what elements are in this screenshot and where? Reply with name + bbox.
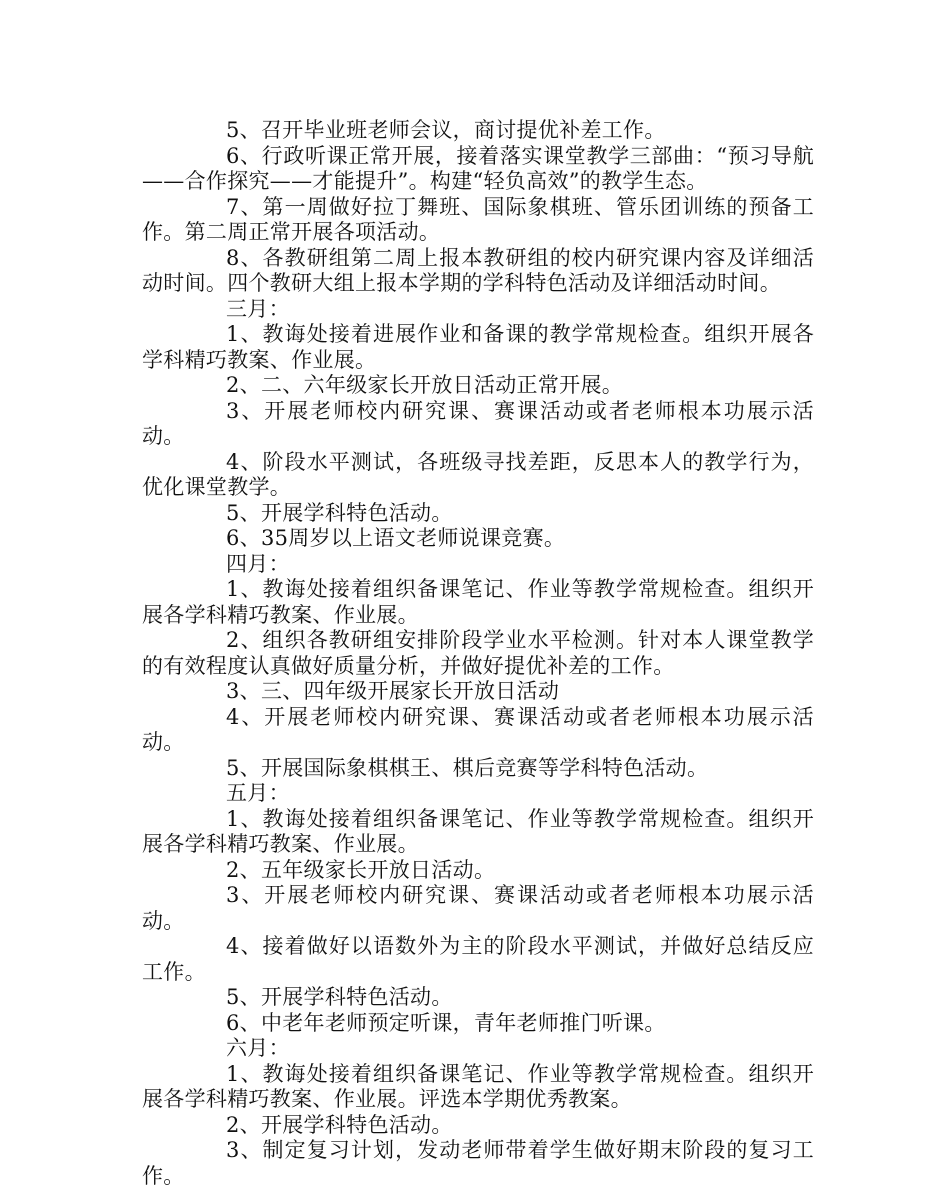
document-page: [142, 118, 814, 1189]
paragraph: 2、开展学科特色活动。: [226, 1112, 453, 1137]
paragraph: 6、35周岁以上语文老师说课竞赛。: [226, 526, 566, 550]
paragraph: 1、教诲处接着组织备课笔记、作业等教学常规检查。组织开展各学科精巧教案、作业展。: [142, 577, 814, 627]
paragraph: 1、教诲处接着组织备课笔记、作业等教学常规检查。组织开展各学科精巧教案、作业展。评选本学期优秀教案。: [142, 1061, 814, 1111]
paragraph: 2、二、六年级家长开放日活动正常开展。: [226, 373, 624, 397]
month-heading-march: 三月：: [226, 296, 290, 321]
paragraph: 7、第一周做好拉丁舞班、国际象棋班、管乐团训练的预备工作。第二周正常开展各项活动。: [142, 194, 814, 244]
paragraph: 5、开展学科特色活动。: [226, 500, 453, 525]
paragraph: 6、中老年老师预定听课，青年老师推门听课。: [226, 1010, 666, 1035]
month-heading-april: 四月：: [226, 551, 290, 576]
paragraph: 8、各教研组第二周上报本教研组的校内研究课内容及详细活动时间。四个教研大组上报本学期的学科特色活动及详细活动时间。: [142, 245, 814, 295]
paragraph: 3、开展老师校内研究课、赛课活动或者老师根本功展示活动。: [142, 398, 814, 448]
paragraph: 4、开展老师校内研究课、赛课活动或者老师根本功展示活动。: [142, 704, 814, 754]
paragraph: 1、教诲处接着进展作业和备课的教学常规检查。组织开展各学科精巧教案、作业展。: [142, 322, 814, 372]
paragraph: 3、制定复习计划，发动老师带着学生做好期末阶段的复习工作。: [142, 1138, 814, 1188]
paragraph: 1、教诲处接着组织备课笔记、作业等教学常规检查。组织开展各学科精巧教案、作业展。: [142, 806, 814, 856]
paragraph: 4、阶段水平测试，各班级寻找差距，反思本人的教学行为，优化课堂教学。: [142, 449, 814, 499]
paragraph: 4、接着做好以语数外为主的阶段水平测试，并做好总结反应工作。: [142, 934, 814, 984]
paragraph: 5、召开毕业班老师会议，商讨提优补差工作。: [226, 118, 666, 142]
month-heading-june: 六月：: [226, 1036, 290, 1060]
paragraph: 5、开展学科特色活动。: [226, 985, 453, 1009]
month-heading-may: 五月：: [226, 781, 290, 805]
paragraph: 3、三、四年级开展家长开放日活动: [226, 679, 560, 703]
paragraph: 6、行政听课正常开展，接着落实课堂教学三部曲：“预习导航——合作探究——才能提升”。构建“轻负高效”的教学生态。: [142, 143, 814, 193]
paragraph: 5、开展国际象棋棋王、棋后竞赛等学科特色活动。: [226, 755, 709, 780]
paragraph: 2、五年级家长开放日活动。: [226, 857, 496, 882]
paragraph: 3、开展老师校内研究课、赛课活动或者老师根本功展示活动。: [142, 883, 814, 933]
paragraph: 2、组织各教研组安排阶段学业水平检测。针对本人课堂教学的有效程度认真做好质量分析，并做好提优补差的工作。: [142, 628, 814, 678]
